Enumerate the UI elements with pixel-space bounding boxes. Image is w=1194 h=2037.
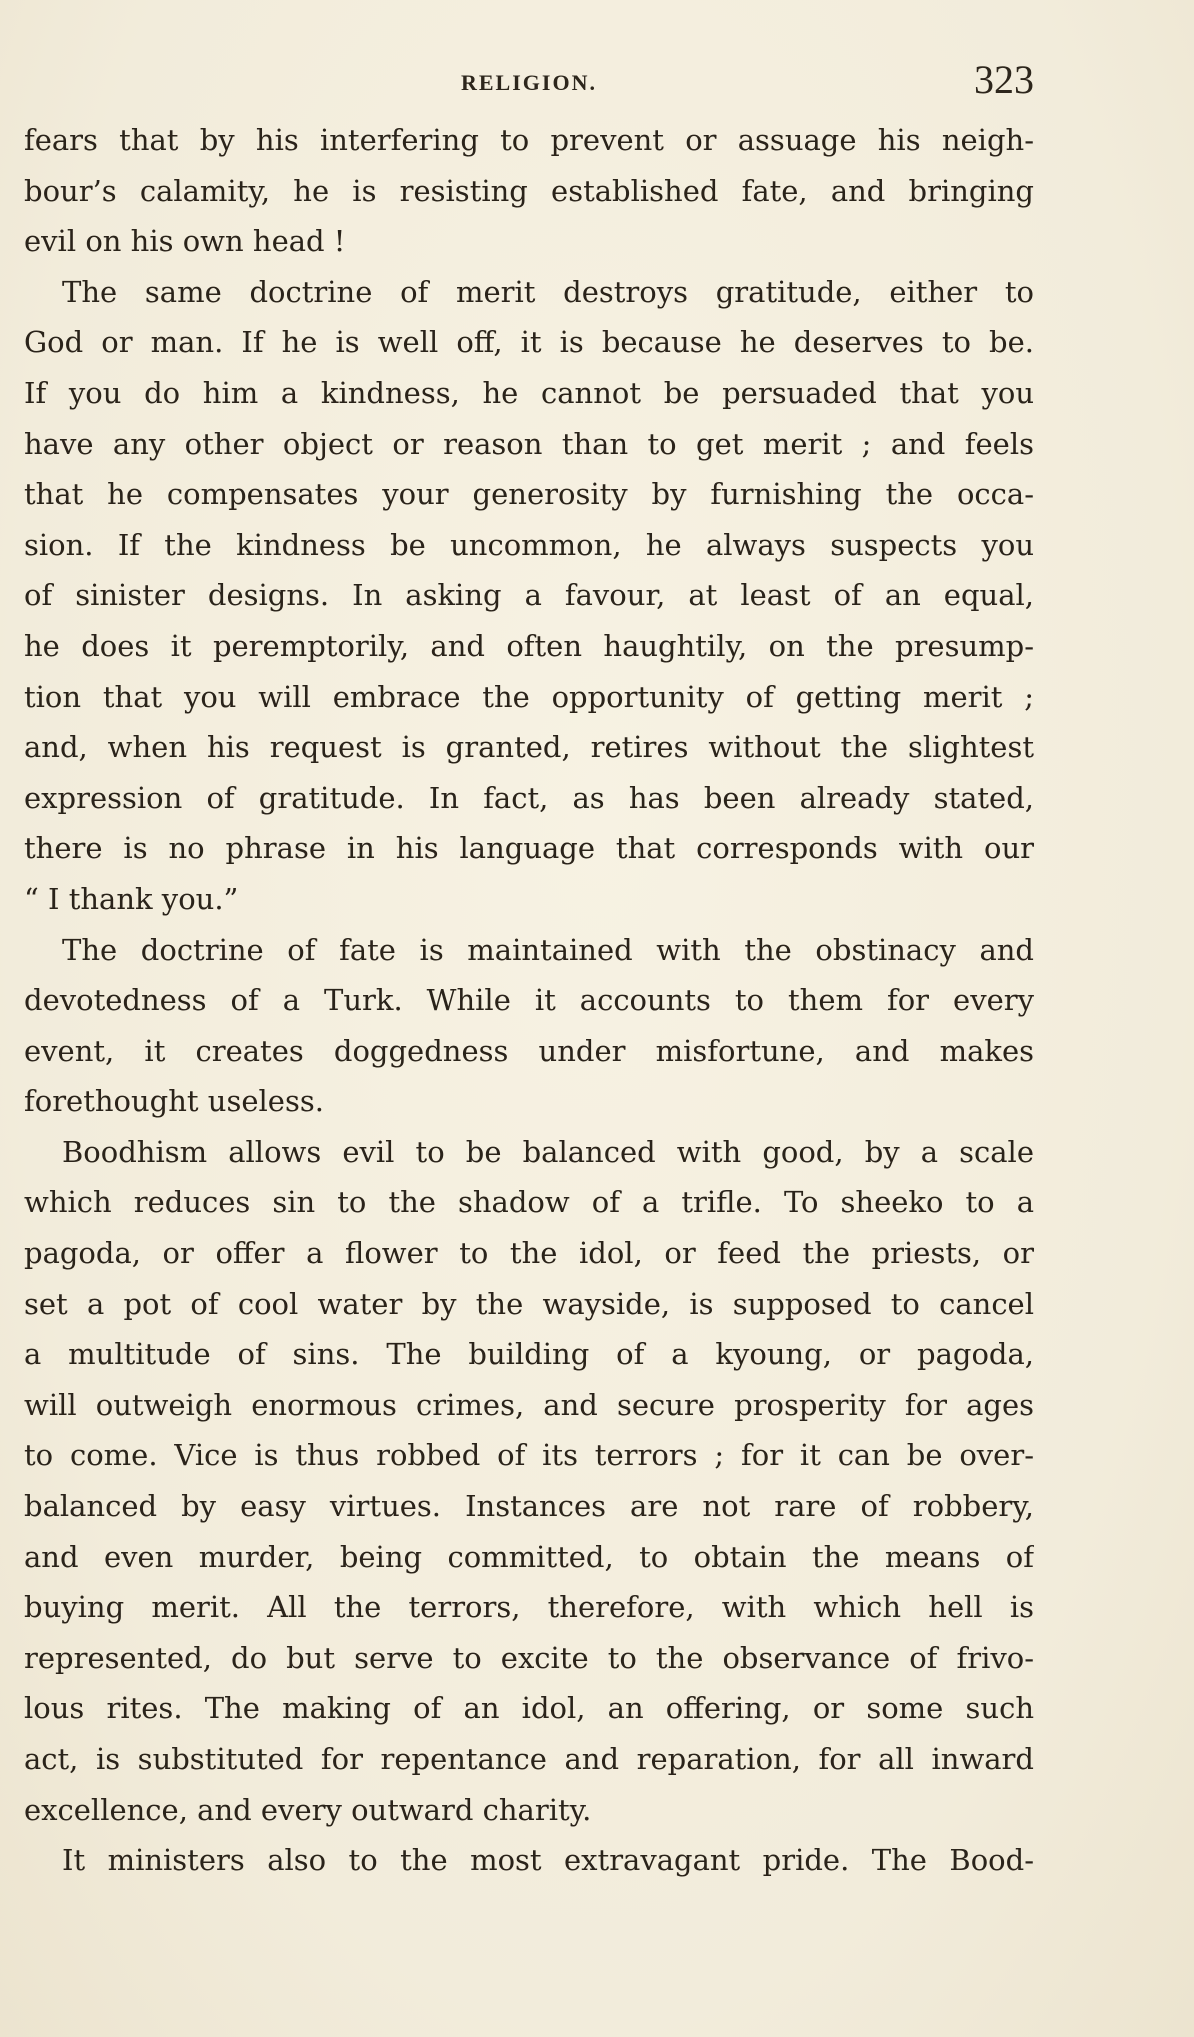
paragraph-first-line: The same doctrine of merit destroys gratitude, either to	[62, 274, 1034, 309]
text-line: bour’s calamity, he is resisting established fate, and bringing	[24, 173, 1034, 208]
text-line: event, it creates doggedness under misfortune, and makes	[24, 1033, 1034, 1068]
text-line: and, when his request is granted, retires without the slightest	[24, 730, 1034, 765]
text-line: “ I thank you.”	[24, 881, 239, 916]
text-line: which reduces sin to the shadow of a trifle. To sheeko to a	[24, 1185, 1034, 1220]
paragraph-first-line: Boodhism allows evil to be balanced with good, by a scale	[62, 1134, 1034, 1169]
text-line: that he compensates your generosity by furnishing the occa-	[24, 477, 1034, 512]
text-line: set a pot of cool water by the wayside, is supposed to cancel	[24, 1286, 1034, 1321]
text-line: forethought useless.	[24, 1084, 324, 1119]
text-line: there is no phrase in his language that corresponds with our	[24, 831, 1034, 866]
text-line: expression of gratitude. In fact, as has been already stated,	[24, 780, 1034, 815]
text-line: and even murder, being committed, to obtain the means of	[24, 1539, 1034, 1574]
text-line: excellence, and every outward charity.	[24, 1792, 592, 1827]
running-head	[24, 52, 1034, 112]
text-line: have any other object or reason than to get merit ; and feels	[24, 426, 1034, 461]
text-line: fears that by his interfering to prevent or assuage his neigh-	[24, 123, 1034, 157]
paragraph-first-line: It ministers also to the most extravagant pride. The Bood-	[62, 1843, 1034, 1878]
text-line: pagoda, or offer a flower to the idol, or feed the priests, or	[24, 1236, 1034, 1271]
text-line: he does it peremptorily, and often haughtily, on the presump-	[24, 628, 1034, 663]
text-line: tion that you will embrace the opportunity of getting merit ;	[24, 679, 1034, 714]
paragraph-first-line: The doctrine of fate is maintained with the obstinacy and	[62, 932, 1034, 967]
text-line: buying merit. All the terrors, therefore, with which hell is	[24, 1590, 1034, 1625]
text-line: represented, do but serve to excite to the observance of frivo-	[24, 1640, 1034, 1675]
text-line: a multitude of sins. The building of a kyoung, or pagoda,	[24, 1337, 1034, 1372]
running-title: RELIGION.	[461, 70, 597, 95]
text-line: God or man. If he is well off, it is because he deserves to be.	[24, 325, 1034, 360]
text-line: sion. If the kindness be uncommon, he always suspects you	[24, 527, 1034, 562]
text-line: evil on his own head !	[24, 224, 346, 259]
body-text	[24, 115, 1034, 1886]
text-line: lous rites. The making of an idol, an offering, or some such	[24, 1691, 1034, 1726]
page-number: 323	[974, 57, 1034, 102]
text-line: will outweigh enormous crimes, and secure prosperity for ages	[24, 1387, 1034, 1422]
text-line: balanced by easy virtues. Instances are not rare of robbery,	[24, 1489, 1034, 1524]
text-line: devotedness of a Turk. While it accounts to them for every	[24, 983, 1034, 1018]
text-line: act, is substituted for repentance and reparation, for all inward	[24, 1742, 1034, 1776]
text-line: of sinister designs. In asking a favour, at least of an equal,	[24, 578, 1034, 613]
text-line: If you do him a kindness, he cannot be persuaded that you	[24, 375, 1034, 410]
text-line: to come. Vice is thus robbed of its terrors ; for it can be over-	[24, 1438, 1034, 1473]
